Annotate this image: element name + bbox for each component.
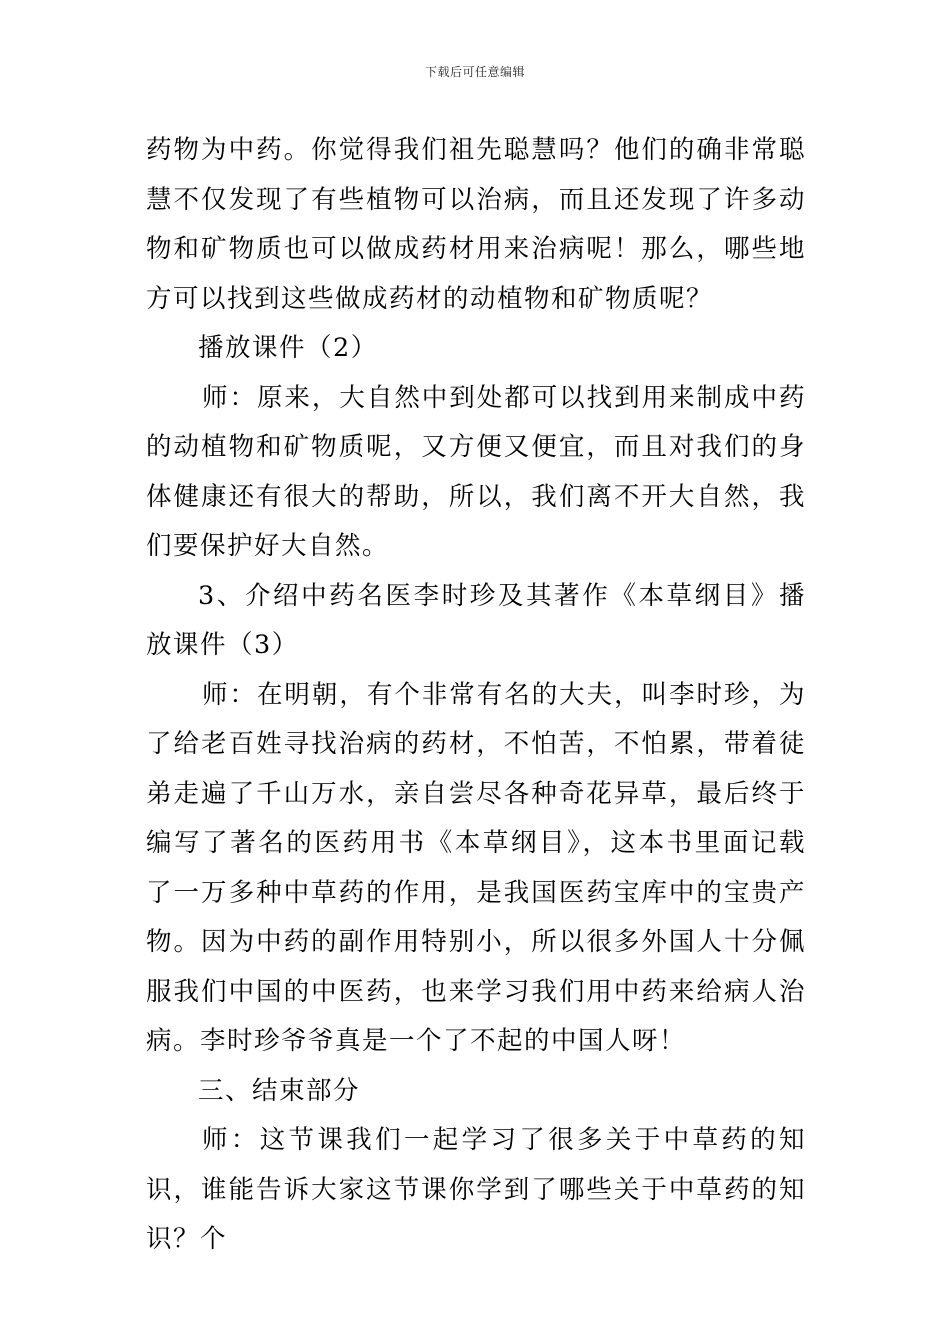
paragraph-6: 三、结束部分: [198, 1075, 361, 1106]
page-header: 下载后可任意编辑: [424, 65, 525, 79]
document-body: [146, 126, 806, 1265]
paragraph-3: 师：原来，大自然中到处都可以找到用来制成中药的动植物和矿物质呢，又方便又便宜，而且对我们的身体健康还有很大的帮助，所以，我们离不开大自然，我们要保护好大自然。: [146, 382, 806, 561]
paragraph-4: 3、介绍中药名医李时珍及其著作《本草纲目》播放课件（3）: [146, 580, 806, 660]
paragraph-5: 师：在明朝，有个非常有名的大夫，叫李时珍，为了给老百姓寻找治病的药材，不怕苦，不怕累，带着徒弟走遍了千山万水，亲自尝尽各种奇花异草，最后终于编写了著名的医药用书《本草纲目》，这本书里面记载了一万多种中草药的作用，是我国医药宝库中的宝贵产物。因为中药的副作用特别小，所以很多外国人十分佩服我们中国的中医药，也来学习我们用中药来给病人治病。李时珍爷爷真是一个了不起的中国人呀！: [146, 679, 806, 1056]
paragraph-1: 药物为中药。你觉得我们祖先聪慧吗？他们的确非常聪慧不仅发现了有些植物可以治病，而且还发现了许多动物和矿物质也可以做成药材用来治病呢！那么，哪些地方可以找到这些做成药材的动植物和矿物质呢？: [146, 135, 806, 314]
paragraph-7: 师：这节课我们一起学习了很多关于中草药的知识，谁能告诉大家这节课你学到了哪些关于中草药的知识？个: [146, 1125, 806, 1254]
paragraph-2: 播放课件（2）: [198, 333, 378, 363]
